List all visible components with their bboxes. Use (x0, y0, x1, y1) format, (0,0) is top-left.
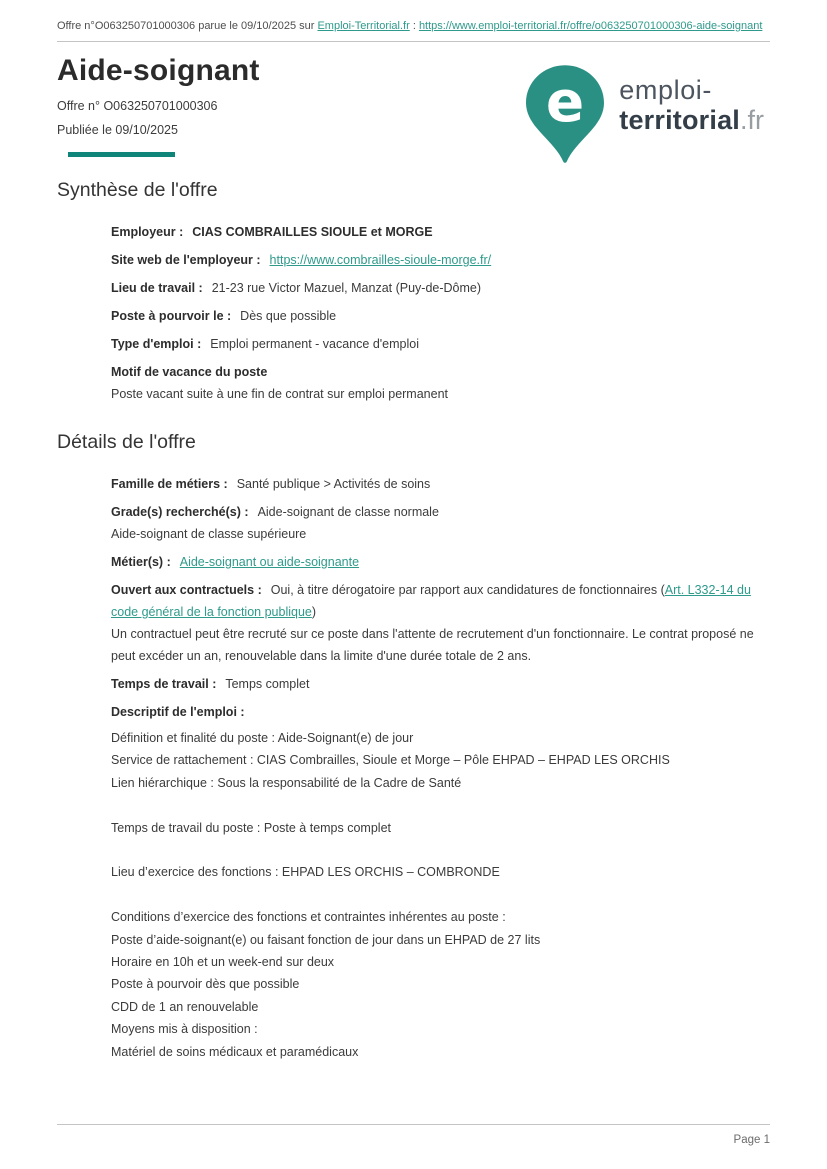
field-label: Poste à pourvoir le : (111, 309, 232, 323)
field-employeur (111, 221, 770, 243)
published-date: Publiée le 09/10/2025 (57, 122, 178, 137)
footer-divider (57, 1124, 770, 1125)
logo-word-territorial: territorial (619, 105, 740, 135)
field-label: Temps de travail : (111, 677, 217, 691)
descriptif-line: Lieu d’exercice des fonctions : EHPAD LES ORCHIS – COMBRONDE (111, 865, 500, 880)
field-label: Lieu de travail : (111, 281, 203, 295)
employer-website-link[interactable]: https://www.combrailles-sioule-morge.fr/ (269, 253, 492, 267)
field-value: Poste vacant suite à une fin de contrat sur emploi permanent (111, 387, 448, 401)
descriptif-line: CDD de 1 an renouvelable (111, 999, 259, 1014)
field-value: Emploi permanent - vacance d'emploi (210, 337, 419, 351)
descriptif-line: Lien hiérarchique : Sous la responsabilité de la Cadre de Santé (111, 775, 462, 790)
descriptif-line: Conditions d’exercice des fonctions et contraintes inhérentes au poste : (111, 910, 506, 925)
page-number: Page 1 (733, 1134, 770, 1146)
page-title: Aide-soignant (57, 54, 260, 87)
field-famille-metiers (111, 473, 770, 495)
field-value: Santé publique > Activités de soins (236, 477, 431, 491)
metier-link[interactable]: Aide-soignant ou aide-soignante (179, 555, 360, 569)
logo-pin-icon (526, 64, 604, 164)
field-value: 21-23 rue Victor Mazuel, Manzat (Puy-de-Dôme) (211, 281, 482, 295)
section-heading-details: Détails de l'offre (57, 431, 196, 453)
descriptif-line: Moyens mis à disposition : (111, 1022, 258, 1037)
field-poste-a-pourvoir (111, 305, 770, 327)
art-l332-14-link[interactable]: Art. L332-14 du code général de la fonction publique (111, 583, 751, 619)
offer-url-link[interactable]: https://www.emploi-territorial.fr/offre/o063250701000306-aide-soignant (418, 20, 763, 32)
field-label: Motif de vacance du poste (111, 365, 268, 379)
section-heading-synthese: Synthèse de l'offre (57, 179, 218, 201)
field-grades (111, 501, 770, 545)
header-separator: : (409, 20, 419, 32)
ouvert-contractuels-line (111, 579, 770, 623)
logo-pin-letter: e (546, 69, 585, 135)
field-label: Grade(s) recherché(s) : (111, 505, 249, 519)
offer-number: Offre n° O063250701000306 (57, 99, 218, 113)
header-prefix-text: Offre n°O063250701000306 parue le 09/10/2025 sur (57, 20, 315, 32)
emploi-territorial-link[interactable]: Emploi-Territorial.fr (317, 20, 410, 32)
field-value: Aide-soignant de classe normale (257, 505, 439, 519)
descriptif-line (111, 794, 770, 816)
synthese-fields (57, 221, 770, 405)
field-motif-vacance (111, 361, 770, 405)
field-label: Type d'emploi : (111, 337, 202, 351)
emploi-territorial-logo (526, 64, 764, 164)
field-label: Descriptif de l'emploi : (111, 705, 245, 719)
details-fields (57, 473, 770, 1063)
field-label: Ouvert aux contractuels : (111, 583, 262, 597)
field-value-suffix: ) (311, 605, 317, 619)
descriptif-line: Service de rattachement : CIAS Combrailles, Sioule et Morge – Pôle EHPAD – EHPAD LES ORCHIS (111, 753, 670, 768)
field-value-prefix: Oui, à titre dérogatoire par rapport aux candidatures de fonctionnaires ( (270, 583, 665, 597)
descriptif-line: Poste à pourvoir dès que possible (111, 977, 300, 992)
logo-wordmark (619, 75, 764, 164)
descriptif-line: Matériel de soins médicaux et paramédicaux (111, 1044, 359, 1059)
field-value: Temps complet (225, 677, 310, 691)
field-label: Site web de l'employeur : (111, 253, 261, 267)
header-divider (57, 41, 770, 42)
contractuel-note: Un contractuel peut être recruté sur ce poste dans l'attente de recrutement d'un fonctionnaire. Le contrat proposé ne peut excéder un an, renouvelable dans la limite d'une durée totale de 2 ans. (111, 627, 754, 663)
descriptif-line: Horaire en 10h et un week-end sur deux (111, 955, 335, 970)
descriptif-line: Définition et finalité du poste : Aide-Soignant(e) de jour (111, 731, 414, 745)
descriptif-line: Temps de travail du poste : Poste à temps complet (111, 820, 391, 835)
field-descriptif (111, 701, 770, 1063)
logo-word-territorial-fr (619, 105, 764, 135)
descriptif-lines (111, 727, 770, 1063)
logo-tld: .fr (740, 105, 764, 135)
field-value: CIAS COMBRAILLES SIOULE et MORGE (192, 225, 433, 239)
field-ouvert-contractuels (111, 579, 770, 667)
field-label: Employeur : (111, 225, 184, 239)
document-header (57, 14, 770, 39)
field-site-web (111, 249, 770, 271)
page-footer (57, 1122, 770, 1146)
field-value-line2: Aide-soignant de classe supérieure (111, 527, 307, 541)
field-label: Famille de métiers : (111, 477, 228, 491)
descriptif-line (111, 839, 770, 861)
descriptif-line (111, 884, 770, 906)
field-value: Dès que possible (240, 309, 337, 323)
field-type-emploi (111, 333, 770, 355)
field-temps-travail (111, 673, 770, 695)
field-label: Métier(s) : (111, 555, 171, 569)
field-lieu-travail (111, 277, 770, 299)
descriptif-line: Poste d’aide-soignant(e) ou faisant fonction de jour dans un EHPAD de 27 lits (111, 932, 541, 947)
title-row (57, 54, 770, 164)
accent-bar (68, 152, 175, 157)
logo-word-emploi: emploi- (619, 75, 712, 105)
field-metiers (111, 551, 770, 573)
title-block (57, 54, 260, 157)
